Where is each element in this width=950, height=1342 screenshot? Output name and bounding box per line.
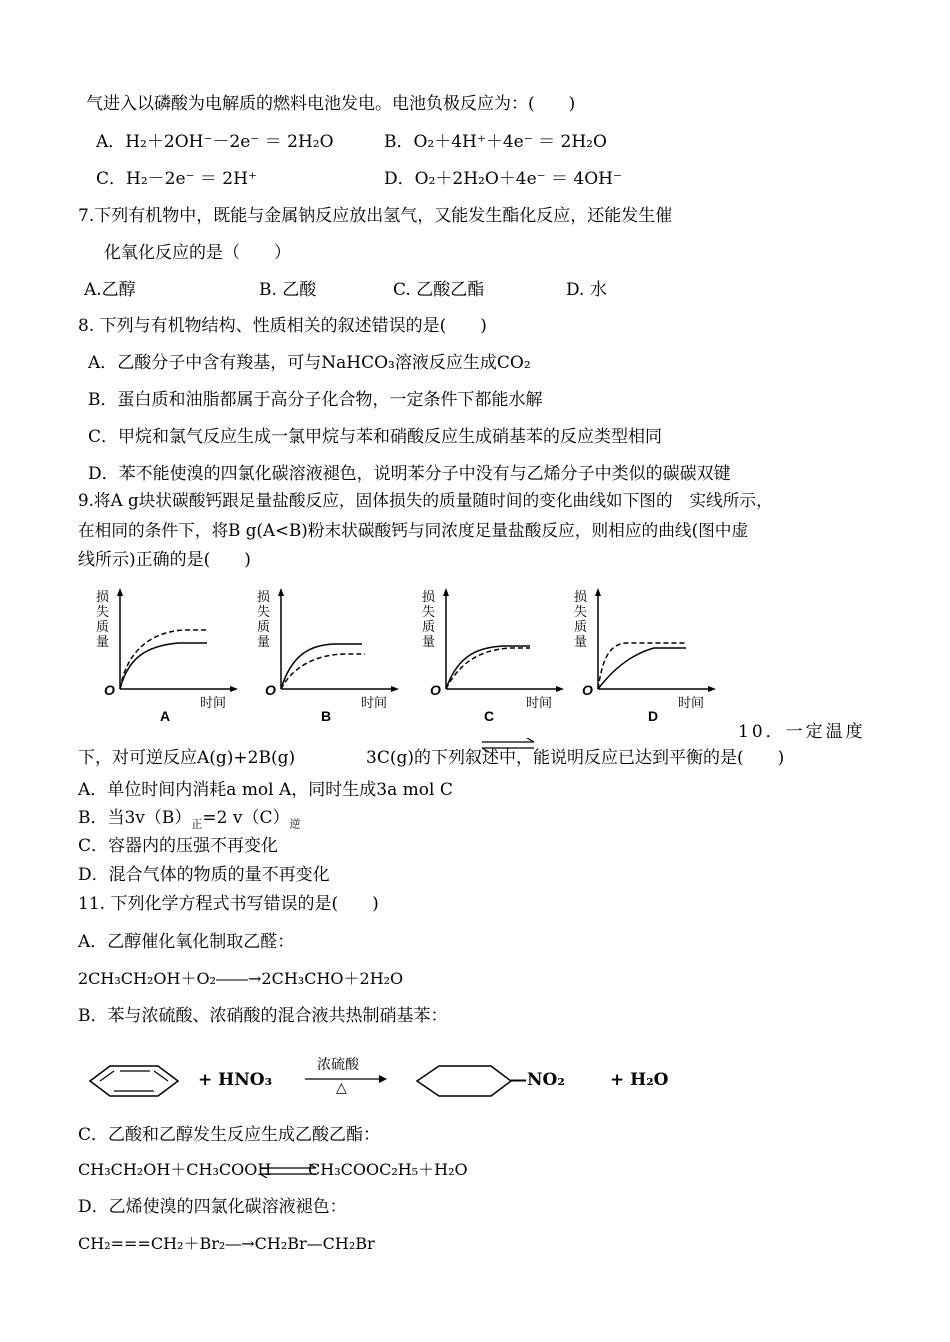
- graph-d-plot: [574, 588, 719, 698]
- graph-b-ylabel: 损 失 质 量: [257, 590, 271, 650]
- q9-stem-line1: 9.将A g块状碳酸钙跟足量盐酸反应，固体损失的质量随时间的变化曲线如下图的 实线所示，: [78, 490, 773, 510]
- q6-option-b: B．O₂＋4H⁺＋4e⁻ ＝ 2H₂O: [384, 132, 607, 152]
- benzene-ring-icon: [80, 1058, 180, 1104]
- q8-option-a: A．乙酸分子中含有羧基，可与NaHCO₃溶液反应生成CO₂: [88, 353, 531, 373]
- q8-option-b: B．蛋白质和油脂都属于高分子化合物，一定条件下都能水解: [88, 390, 543, 410]
- q11-option-a-equation: 2CH₃CH₂OH＋O₂――→2CH₃CHO＋2H₂O: [78, 969, 404, 988]
- graph-b-solid-curve: [281, 644, 362, 689]
- q11-option-d: D．乙烯使溴的四氯化碳溶液褪色：: [78, 1197, 347, 1217]
- graph-d-solid-curve: [598, 648, 686, 689]
- graph-b-xlabel: 时间: [361, 695, 388, 710]
- q7-option-d: D. 水: [566, 280, 607, 300]
- q10-lead: 10．一定温度: [738, 722, 866, 742]
- q11-option-c-left: CH₃CH₂OH＋CH₃COOH: [78, 1160, 272, 1179]
- q6-option-a: A．H₂＋2OH⁻－2e⁻ ＝ 2H₂O: [96, 132, 334, 152]
- graph-a-dashed-curve: [120, 630, 209, 689]
- q10-stem-b: 3C(g)的下列叙述中，能说明反应已达到平衡的是( ): [366, 748, 785, 768]
- graph-b-dashed-curve: [281, 654, 365, 689]
- graph-b-label: B: [321, 708, 332, 724]
- graph-a: [96, 588, 241, 723]
- graph-a-plot: [96, 588, 241, 698]
- q7-option-c: C. 乙酸乙酯: [393, 280, 485, 300]
- q7-option-b: B. 乙酸: [259, 280, 317, 300]
- q8-option-c: C．甲烷和氯气反应生成一氯甲烷与苯和硝酸反应生成硝基苯的反应类型相同: [88, 427, 663, 447]
- graph-a-solid-curve: [120, 643, 207, 689]
- graph-a-ylabel: 损 失 质 量: [96, 590, 110, 650]
- graph-c-dashed-curve: [446, 648, 530, 689]
- q10-stem-a: 下，对可逆反应A(g)+2B(g): [78, 748, 296, 768]
- nitro-group: —NO₂: [510, 1070, 565, 1090]
- graph-b-plot: [257, 588, 402, 698]
- q11-option-d-equation: CH₂===CH₂＋Br₂―→CH₂Br—CH₂Br: [78, 1234, 375, 1253]
- q6-option-d: D．O₂＋2H₂O＋4e⁻ ＝ 4OH⁻: [384, 169, 622, 189]
- catalyst-label: 浓硫酸: [317, 1057, 359, 1073]
- plus-hno3: + HNO₃: [198, 1070, 273, 1090]
- q11-option-c-right: CH₃COOC₂H₅＋H₂O: [308, 1160, 468, 1179]
- q7-option-a: A.乙醇: [84, 280, 136, 300]
- q11-stem: 11. 下列化学方程式书写错误的是( ): [78, 894, 379, 914]
- graph-d: [574, 588, 719, 723]
- graph-c-xlabel: 时间: [526, 695, 553, 710]
- q6-option-c: C．H₂－2e⁻ ＝ 2H⁺: [96, 169, 257, 189]
- graph-d-dashed-curve: [598, 643, 686, 689]
- q10-option-d: D．混合气体的物质的量不再变化: [78, 865, 330, 885]
- q11-option-a: A．乙醇催化氧化制取乙醛：: [78, 932, 295, 952]
- q8-stem: 8. 下列与有机物结构、性质相关的叙述错误的是( ): [78, 316, 487, 336]
- graph-c-ylabel: 损 失 质 量: [422, 590, 436, 650]
- graph-c-origin: O: [430, 682, 441, 698]
- graph-d-label: D: [648, 708, 659, 724]
- q10-option-b: B．当$3v(B)_正=2$ $v(C)_逆$: [78, 808, 301, 831]
- graph-a-origin: O: [104, 682, 115, 698]
- graph-c-plot: [422, 588, 567, 698]
- graph-d-xlabel: 时间: [678, 695, 705, 710]
- graph-a-xlabel: 时间: [200, 695, 227, 710]
- q7-stem-line1: 7.下列有机物中，既能与金属钠反应放出氢气，又能发生酯化反应，还能发生催: [78, 206, 673, 226]
- graph-c: [422, 588, 567, 723]
- q11-option-c: C．乙酸和乙醇发生反应生成乙酸乙酯：: [78, 1125, 381, 1145]
- nitration-equation: [80, 1058, 700, 1104]
- q10-option-a: A．单位时间内消耗a mol A，同时生成3a mol C: [78, 780, 453, 800]
- q6-stem-tail: 气进入以磷酸为电解质的燃料电池发电。电池负极反应为：( ): [86, 94, 576, 114]
- graph-b: [257, 588, 402, 723]
- graph-c-label: C: [484, 708, 495, 724]
- graph-a-label: A: [160, 708, 171, 724]
- q10-option-c: C．容器内的压强不再变化: [78, 836, 279, 856]
- graph-d-ylabel: 损 失 质 量: [574, 590, 588, 650]
- heat-symbol: △: [336, 1080, 347, 1096]
- graph-b-origin: O: [265, 682, 276, 698]
- q9-stem-line3: 线所示)正确的是( ): [78, 550, 251, 570]
- graph-d-origin: O: [582, 682, 593, 698]
- q9-stem-line2: 在相同的条件下，将B g(A<B)粉末状碳酸钙与同浓度足量盐酸反应，则相应的曲线(图中虚: [78, 520, 749, 540]
- nitrobenzene-ring-icon: [415, 1058, 515, 1104]
- plus-water: + H₂O: [610, 1070, 669, 1090]
- q11-option-b: B．苯与浓硫酸、浓硝酸的混合液共热制硝基苯：: [78, 1006, 448, 1026]
- q8-option-d: D．苯不能使溴的四氯化碳溶液褪色，说明苯分子中没有与乙烯分子中类似的碳碳双键: [88, 464, 731, 484]
- q7-stem-line2: 化氧化反应的是（ ）: [104, 243, 291, 263]
